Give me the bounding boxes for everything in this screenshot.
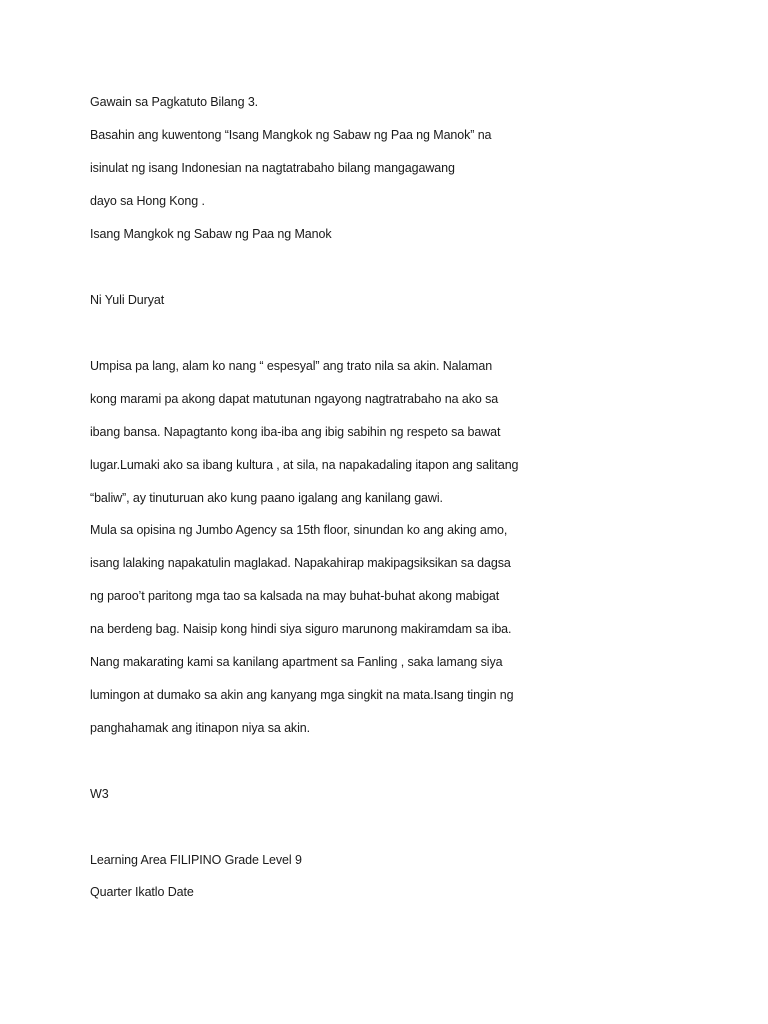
story-line: panghahamak ang itinapon niya sa akin. [90, 721, 310, 735]
story-line: Nang makarating kami sa kanilang apartment sa Fanling , saka lamang siya [90, 655, 503, 669]
story-line: Umpisa pa lang, alam ko nang “ espesyal” ang trato nila sa akin. Nalaman [90, 359, 493, 373]
activity-heading: Gawain sa Pagkatuto Bilang 3. [90, 95, 259, 109]
week-code: W3 [90, 787, 109, 801]
instruction-line: dayo sa Hong Kong . [90, 194, 205, 208]
story-line: Mula sa opisina ng Jumbo Agency sa 15th floor, sinundan ko ang aking amo, [90, 523, 508, 537]
story-line: lugar.Lumaki ako sa ibang kultura , at sila, na napakadaling itapon ang salitang [90, 458, 519, 472]
story-line: “baliw”, ay tinuturuan ako kung paano igalang ang kanilang gawi. [90, 491, 443, 505]
quarter-line: Quarter Ikatlo Date [90, 885, 194, 899]
story-line: ng paroo’t paritong mga tao sa kalsada na may buhat-buhat akong mabigat [90, 589, 500, 603]
learning-area-line: Learning Area FILIPINO Grade Level 9 [90, 853, 302, 867]
story-line: ibang bansa. Napagtanto kong iba-iba ang ibig sabihin ng respeto sa bawat [90, 425, 501, 439]
instruction-line: Basahin ang kuwentong “Isang Mangkok ng Sabaw ng Paa ng Manok” na [90, 128, 492, 142]
story-line: kong marami pa akong dapat matutunan ngayong nagtratrabaho na ako sa [90, 392, 499, 406]
story-line: na berdeng bag. Naisip kong hindi siya siguro marunong makiramdam sa iba. [90, 622, 512, 636]
story-line: lumingon at dumako sa akin ang kanyang mga singkit na mata.Isang tingin ng [90, 688, 514, 702]
instruction-line: isinulat ng isang Indonesian na nagtatrabaho bilang mangagawang [90, 161, 455, 175]
story-line: isang lalaking napakatulin maglakad. Napakahirap makipagsiksikan sa dagsa [90, 556, 511, 570]
story-title: Isang Mangkok ng Sabaw ng Paa ng Manok [90, 227, 332, 241]
story-author: Ni Yuli Duryat [90, 293, 165, 307]
